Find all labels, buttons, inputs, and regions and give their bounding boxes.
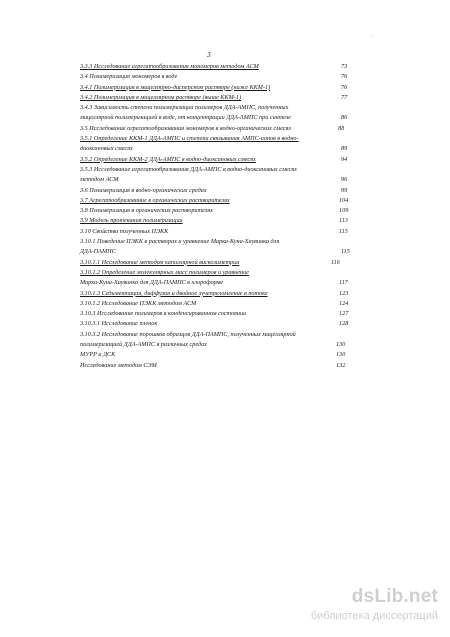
watermark-logo-text: dsLib.net bbox=[351, 586, 438, 607]
toc-entry bbox=[80, 268, 350, 278]
toc-entry-title: 3.4.2 Полимеризация в мицеллярном растворе (выше ККМ-1) bbox=[80, 93, 242, 101]
toc-entry-page: 77 bbox=[341, 93, 348, 101]
toc-entry-page: 113 bbox=[339, 217, 348, 225]
toc-entry-page: 86 bbox=[341, 114, 348, 122]
toc-entry bbox=[80, 186, 350, 196]
toc-entry bbox=[80, 319, 350, 329]
toc-entry-title: 3.4 Полимеризация мономеров в воде bbox=[80, 73, 178, 81]
toc-entry-title: 3.10.3.1 Исследование пленок bbox=[80, 320, 158, 328]
toc-entry bbox=[80, 227, 350, 237]
watermark-logo bbox=[352, 586, 438, 608]
toc-entry bbox=[80, 155, 350, 165]
toc-entry-page: 127 bbox=[339, 310, 349, 318]
toc-entry bbox=[80, 247, 350, 257]
toc-entry bbox=[80, 350, 350, 360]
toc-entry-title: Исследование методом СЭМ bbox=[80, 361, 157, 369]
toc-entry-title: 3.9 Модель протекания полимеризации bbox=[80, 217, 183, 225]
toc-entry bbox=[80, 330, 350, 340]
toc-entry-page: 128 bbox=[339, 320, 349, 328]
toc-entry-title: 3.5 Исследование агрегатообразования мономеров в водно-органических смесях bbox=[80, 124, 292, 132]
toc-entry-page: 96 bbox=[341, 176, 348, 184]
toc-entry-title: 3.6 Полимеризация в водно-органических средах bbox=[80, 186, 207, 194]
toc-entry-title: 3.4.3 Зависимость степени полимеризации полимеров ДДА-АМПС, полученных bbox=[80, 104, 289, 112]
toc-entry-page: 99 bbox=[341, 186, 348, 194]
toc-entry-title: 3.3.3 Исследование агрегатообразования мономеров методом АСМ bbox=[80, 63, 259, 70]
toc-entry bbox=[80, 175, 350, 185]
toc-entry bbox=[80, 258, 350, 268]
toc-entry-title: диоксановых смесях bbox=[80, 145, 133, 153]
table-of-contents bbox=[80, 62, 350, 371]
toc-entry bbox=[80, 206, 350, 216]
toc-entry-title: 3.10 Свойства полученных ПЭКК bbox=[80, 227, 169, 235]
toc-entry-page: 89 bbox=[341, 145, 348, 153]
toc-entry-title: 3.10.3 Исследование полимеров в конденсированном состоянии bbox=[80, 310, 247, 318]
toc-entry-title: 3.4.1 Полимеризация в мицеллярно-дисперсном растворе (ниже ККМ-1) bbox=[80, 83, 271, 91]
toc-entry bbox=[80, 134, 350, 144]
toc-entry-page: 130 bbox=[336, 351, 346, 359]
toc-entry-title: 3.5.3 Исследование агрегатообразования ДДА-АМПС в водно-диоксановых смесях bbox=[80, 165, 297, 173]
toc-entry-page: 94 bbox=[341, 155, 348, 163]
page-number: 3 bbox=[207, 50, 211, 59]
toc-entry-title: 3.8 Полимеризация в органических растворителях bbox=[80, 207, 213, 215]
toc-entry bbox=[80, 340, 350, 350]
toc-entry-title: 3.10.3.2 Исследование порошков образцов ДДА-ПАМПС, полученных мицеллярной bbox=[80, 330, 296, 338]
toc-entry bbox=[80, 278, 350, 288]
toc-entry-title: 3.10.1.1 Исследование методом капиллярной вискозиметрии bbox=[80, 258, 240, 266]
toc-entry-page: 104 bbox=[339, 196, 349, 204]
toc-entry-page: 88 bbox=[338, 124, 345, 132]
toc-entry-title: 3.5.1 Определение ККМ-1 ДДА-АМПС и степени связывания АМПС-ионов в водно- bbox=[80, 135, 299, 143]
toc-entry bbox=[80, 165, 350, 175]
toc-entry-title: 3.10.1.2 Определение молекулярных масс полимеров и уравнение bbox=[80, 268, 249, 276]
toc-entry-page: 132 bbox=[336, 361, 346, 369]
toc-entry-page: 130 bbox=[336, 341, 346, 349]
toc-entry bbox=[80, 361, 350, 371]
toc-entry bbox=[80, 309, 350, 319]
toc-entry-page: 73 bbox=[341, 63, 348, 70]
toc-entry bbox=[80, 83, 350, 93]
toc-entry bbox=[80, 196, 350, 206]
toc-entry-page: 109 bbox=[339, 207, 349, 215]
corner-mark: . bbox=[372, 33, 374, 39]
toc-entry-title: МУРР и ДСК bbox=[80, 351, 116, 359]
toc-entry-title: 3.7 Агрегатообразование в органических растворителях bbox=[80, 196, 230, 204]
toc-entry-title: полимеризацией ДДА-АМПС в различных средах bbox=[80, 341, 207, 349]
toc-entry-page: 124 bbox=[339, 299, 349, 307]
toc-entry-title: методом АСМ bbox=[80, 176, 119, 184]
toc-entry-title: 3.5.2 Определение ККМ-2 ДДА-АМПС в водно-диоксановых смесях bbox=[80, 155, 256, 163]
toc-entry-page: 117 bbox=[339, 279, 348, 287]
watermark-subtitle: библиотека диссертаций bbox=[310, 610, 438, 622]
toc-entry-title: мицеллярной полимеризацией в воде, от концентрации ДДА-АМПС при синтезе bbox=[80, 114, 292, 122]
toc-entry bbox=[80, 72, 350, 82]
toc-entry bbox=[80, 216, 350, 226]
toc-entry-title: ДДА-ПАМПС bbox=[80, 248, 116, 256]
toc-entry-page: 115 bbox=[341, 248, 350, 256]
toc-entry-title: 3.10.1.3 Седиментация, диффузия и двойное лучепреломление в потоке bbox=[80, 289, 268, 297]
toc-entry bbox=[80, 144, 350, 154]
toc-entry-page: 115 bbox=[339, 227, 348, 235]
toc-entry-title: Марка-Куна-Хаувинка для ДДА-ПАМПС в хлороформе bbox=[80, 279, 224, 287]
toc-entry-title: 3.10.1.2 Исследование ПЭКК методом АСМ bbox=[80, 299, 197, 307]
toc-entry bbox=[80, 237, 350, 247]
toc-entry bbox=[80, 93, 350, 103]
toc-entry-page: 76 bbox=[341, 73, 348, 81]
toc-entry-page: 123 bbox=[339, 289, 349, 297]
toc-entry-title: 3.10.1 Поведение ПЭКК в растворах и уравнение Марка-Куна-Хаувинка для bbox=[80, 238, 280, 246]
toc-entry bbox=[80, 289, 350, 299]
toc-entry-page: 76 bbox=[341, 83, 348, 91]
toc-entry-page: 116 bbox=[331, 258, 340, 266]
toc-entry bbox=[80, 113, 350, 123]
toc-entry bbox=[80, 62, 350, 72]
toc-entry bbox=[80, 299, 350, 309]
toc-entry bbox=[80, 103, 350, 113]
toc-entry bbox=[80, 124, 350, 134]
